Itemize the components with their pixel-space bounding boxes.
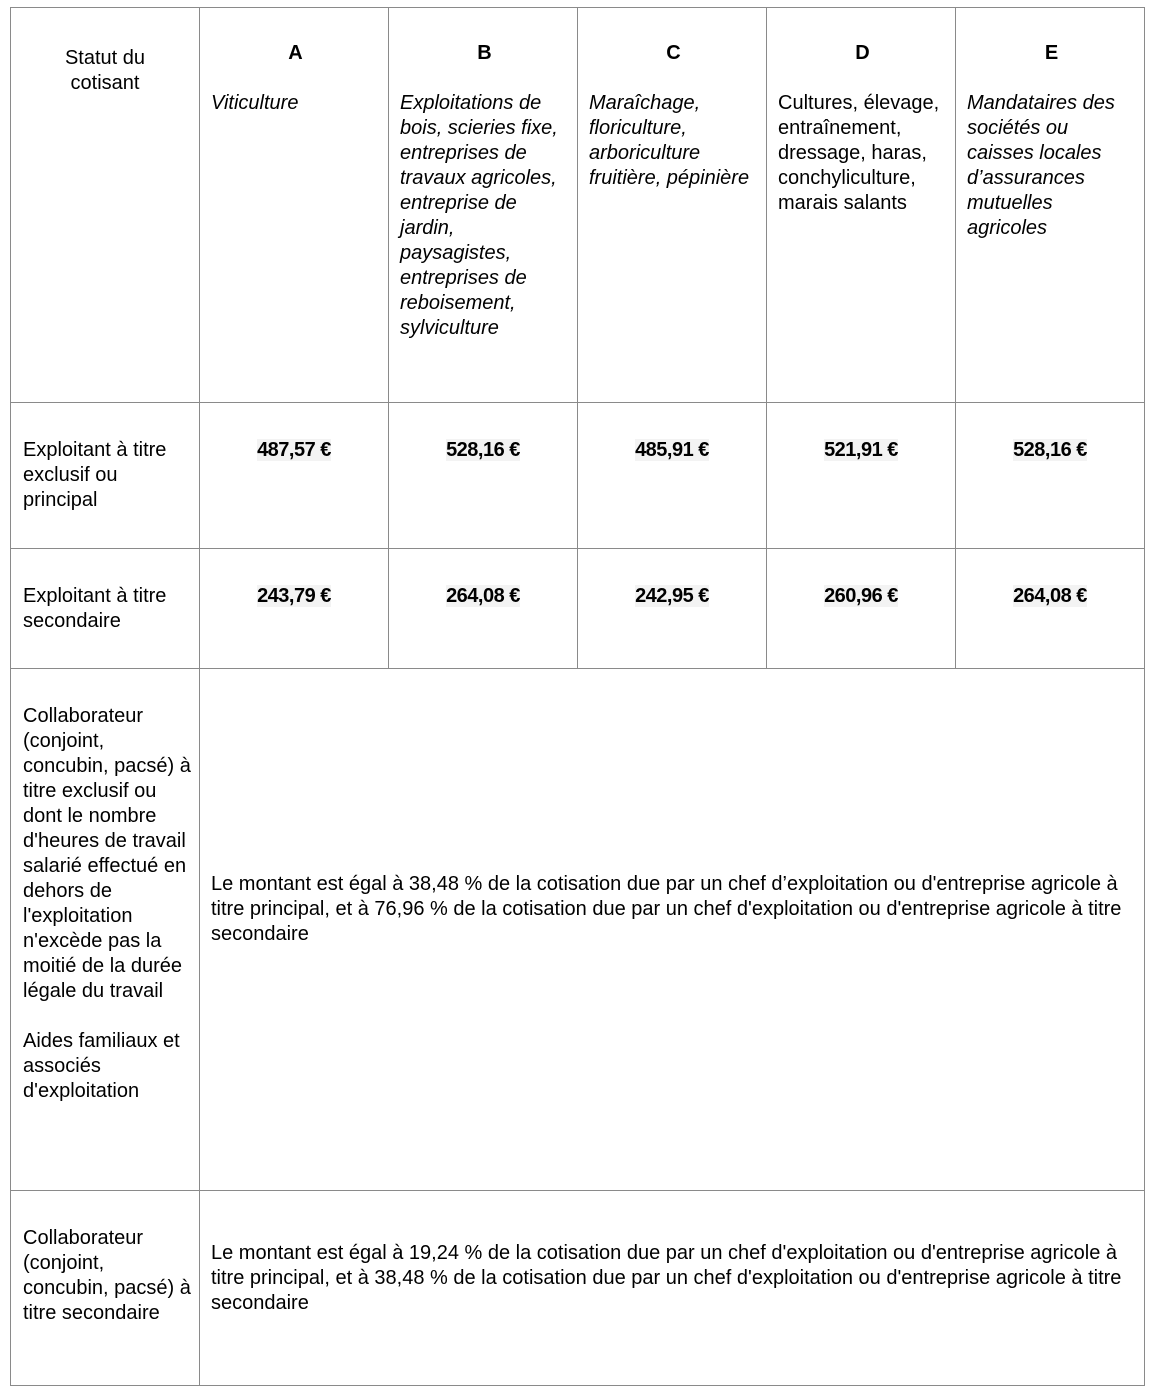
- header-status-cell: [11, 8, 200, 403]
- status-label: Statut du cotisant: [64, 47, 146, 94]
- amount: 528,16 €: [1013, 439, 1087, 461]
- header-column-b: [389, 8, 578, 403]
- header-row: [11, 8, 1145, 403]
- column-letter: D: [855, 42, 870, 64]
- table-row: [11, 403, 1145, 549]
- value-cell: [389, 549, 578, 669]
- amount: 264,08 €: [1013, 585, 1087, 607]
- value-cell: [956, 549, 1145, 669]
- header-column-c: [578, 8, 767, 403]
- value-cell: [578, 403, 767, 549]
- value-cell: [767, 403, 956, 549]
- table-row: [11, 1191, 1145, 1386]
- header-column-d: [767, 8, 956, 403]
- note-text: Le montant est égal à 19,24 % de la cotisation due par un chef d'exploitation ou d'entreprise agricole à titre principal, et à 38,48 % de la cotisation due par un chef d'exploitation ou d'entreprise agricole à titre secondaire: [211, 1241, 1122, 1314]
- column-description: Maraîchage, floriculture, arboriculture fruitière, pépinière: [589, 92, 750, 189]
- row-label-cell: [11, 669, 200, 1191]
- note-text: Le montant est égal à 38,48 % de la cotisation due par un chef d’exploitation ou d'entreprise agricole à titre principal, et à 76,96 % de la cotisation due par un chef d'exploitation ou d'entreprise agricole à titre secondaire: [211, 873, 1122, 945]
- column-letter: A: [288, 42, 303, 64]
- row-label: Exploitant à titre secondaire: [11, 549, 200, 669]
- header-column-a: [200, 8, 389, 403]
- column-description: Exploitations de bois, scieries fixe, entreprises de travaux agricoles, entreprise de jardin, paysagistes, entreprises de reboisement, sylviculture: [400, 92, 558, 339]
- header-column-e: [956, 8, 1145, 403]
- value-cell: [389, 403, 578, 549]
- table-row: [11, 669, 1145, 1191]
- table-row: [11, 549, 1145, 669]
- amount: 485,91 €: [635, 439, 709, 461]
- value-cell: [956, 403, 1145, 549]
- value-cell: [578, 549, 767, 669]
- note-cell: [200, 1191, 1145, 1386]
- column-letter: C: [666, 42, 681, 64]
- column-description: Cultures, élevage, entraînement, dressage, haras, conchyliculture, marais salants: [778, 92, 940, 214]
- note-cell: [200, 669, 1145, 1191]
- amount: 487,57 €: [257, 439, 331, 461]
- row-label: Exploitant à titre exclusif ou principal: [11, 403, 200, 549]
- amount: 528,16 €: [446, 439, 520, 461]
- amount: 264,08 €: [446, 585, 520, 607]
- column-description: Mandataires des sociétés ou caisses locales d’assurances mutuelles agricoles: [967, 92, 1115, 239]
- value-cell: [767, 549, 956, 669]
- amount: 243,79 €: [257, 585, 331, 607]
- column-description: Viticulture: [211, 92, 299, 114]
- row-label-extra: Aides familiaux et associés d'exploitation: [23, 1030, 180, 1102]
- amount: 521,91 €: [824, 439, 898, 461]
- row-label: Collaborateur (conjoint, concubin, pacsé) à titre secondaire: [11, 1191, 200, 1386]
- column-letter: E: [1044, 42, 1059, 64]
- row-label: Collaborateur (conjoint, concubin, pacsé) à titre exclusif ou dont le nombre d'heures de travail salarié effectué en dehors de l'exploitation n'excède pas la moitié de la durée légale du travail: [23, 705, 191, 1002]
- contribution-table: [10, 7, 1145, 1386]
- value-cell: [200, 549, 389, 669]
- value-cell: [200, 403, 389, 549]
- column-letter: B: [477, 42, 492, 64]
- amount: 260,96 €: [824, 585, 898, 607]
- amount: 242,95 €: [635, 585, 709, 607]
